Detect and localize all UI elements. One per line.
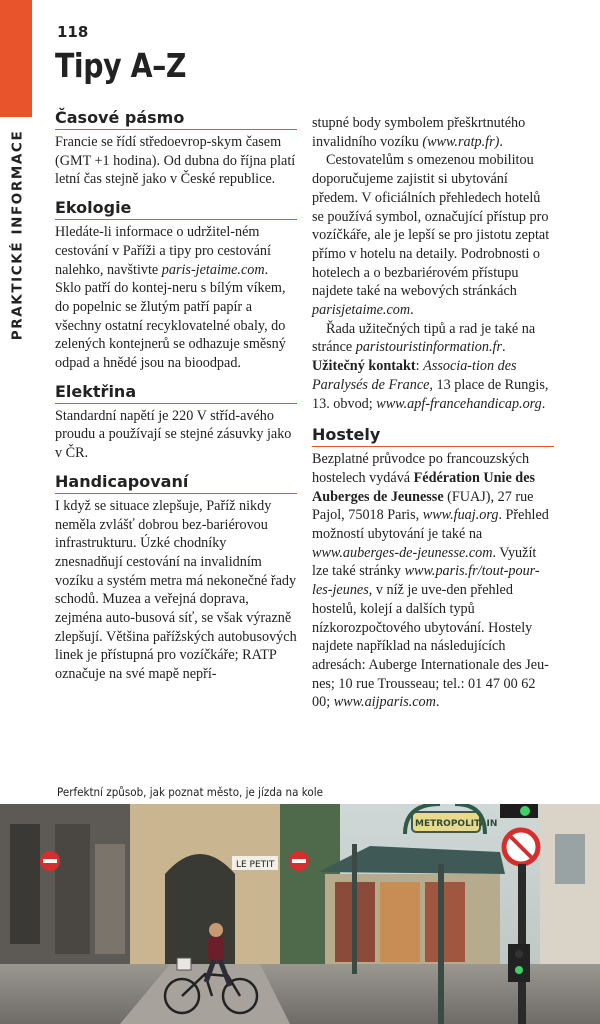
section-heading: Hostely [312, 425, 554, 447]
right-column [312, 114, 554, 721]
section-text: Bezplatné průvodce po francouzských hostelech vydává Fédération Unie des Auberges de Jeunesse (FUAJ), 27 rue Pajol, 75018 Paris, www.fuaj.org. Přehled možností ubytování je také na www.auberges-de-jeunesse.com. Využít lze také stránky www.paris.fr/tout-pour-les-jeunes, v níž je uve-den přehled hostelů, kolejí a dalších typů nízkorozpočtového ubytování. Hostely najdete například na následujících adresách: Auberge Internationale des Jeu-nes; 10 rue Trousseau; tel.: 01 47 00 62 00; www.aijparis.com. [312, 451, 549, 711]
web-link[interactable]: www.fuaj.org [422, 507, 499, 524]
section-disabled [55, 472, 297, 684]
section-heading: Časové pásmo [55, 108, 297, 130]
section-text: Francie se řídí středoevrop-skym časem (GMT +1 hodina). Od dubna do října platí letní čas stejně jako v České republice. [55, 134, 296, 188]
section-heading: Handicapovaní [55, 472, 297, 494]
section-heading: Ekologie [55, 198, 297, 220]
svg-text:METROPOLITAIN: METROPOLITAIN [415, 819, 498, 829]
section-text: I když se situace zlepšuje, Paříž nikdy neměla zvlášť dobrou bez-bariérovou infrastrukturu. Úzké chodníky znesnadňují cestování na invalidním vozíku a systém metra má nekonečné řady schodů. Muzea a veřejná doprava, zejména auto-busová síť, se však výrazně zlepšují. Většina pařížských autobusových linek je přístupná pro vozíčkáře; RATP označuje na své mapě nepří- [55, 497, 297, 683]
section-text: Hledáte-li informace o udržitel-ném cestování v Paříži a tipy pro cestování nalehko, navštivte paris-jetaime.com. Sklo patří do kontej-neru s bílým víkem, do popelnic se žlutým patří papír a všechny ostatní recyklovatelné obaly, do zelených kontejnerů se odhazuje směsný odpad a hnědé jsou na bioodpad. [55, 224, 286, 372]
left-column [55, 108, 297, 693]
section-heading: Elektřina [55, 382, 297, 404]
page-title: Tipy A–Z [55, 46, 187, 85]
street-scene-illustration [0, 804, 600, 1024]
section-hostels [312, 425, 554, 712]
chapter-side-label: PRAKTICKÉ INFORMACE [9, 129, 25, 341]
web-link[interactable]: www.paris.fr/tout-pour-les-jeunes [312, 563, 540, 599]
page-number: 118 [57, 23, 89, 41]
section-ecology [55, 198, 297, 373]
web-link[interactable]: www.apf-francehandicap.org [376, 395, 542, 412]
section-text: Řada užitečných tipů a rad je také na stránce paristouristinformation.fr. Užitečný kontakt: Associa-tion des Paralysés de France, 13 place de Rungis, 13. obvod; www.apf-francehandicap.org. [312, 320, 549, 412]
web-link[interactable]: www.auberges-de-jeunesse.com [312, 544, 493, 561]
section-text-continued: stupné body symbolem přeškrtnutého invalidního vozíku (www.ratp.fr). [312, 115, 526, 150]
photo-caption: Perfektní způsob, jak poznat město, je jízda na kole [57, 785, 323, 799]
section-text: Cestovatelům s omezenou mobilitou doporučujeme zajistit si ubytování předem. V oficiálních přehledech hotelů se používá symbol, označující přístup pro vozíčkáře, ale je lepší se pro jistotu zeptat přímo v hotelu na detaily. Podrobnosti o hotelech a o bezbariérovém přístupu najdete také na webových stránkách parisjetaime.com. [312, 152, 550, 319]
web-link[interactable]: parisjetaime.com [312, 302, 411, 319]
section-text: Standardní napětí je 220 V stříd-avého proudu a používají se stejné zásuvky jako v ČR. [55, 407, 292, 462]
web-link[interactable]: paris-jetaime.com [161, 261, 265, 278]
web-link[interactable]: (www.ratp.fr) [422, 133, 500, 150]
chapter-color-tab [0, 0, 32, 117]
street-photo [0, 804, 600, 1024]
svg-text:LE PETIT: LE PETIT [236, 860, 275, 870]
section-electricity [55, 382, 297, 463]
web-link[interactable]: paristouristinformation.fr [355, 339, 502, 356]
section-time-zone [55, 108, 297, 189]
web-link[interactable]: www.aijparis.com [333, 694, 436, 711]
